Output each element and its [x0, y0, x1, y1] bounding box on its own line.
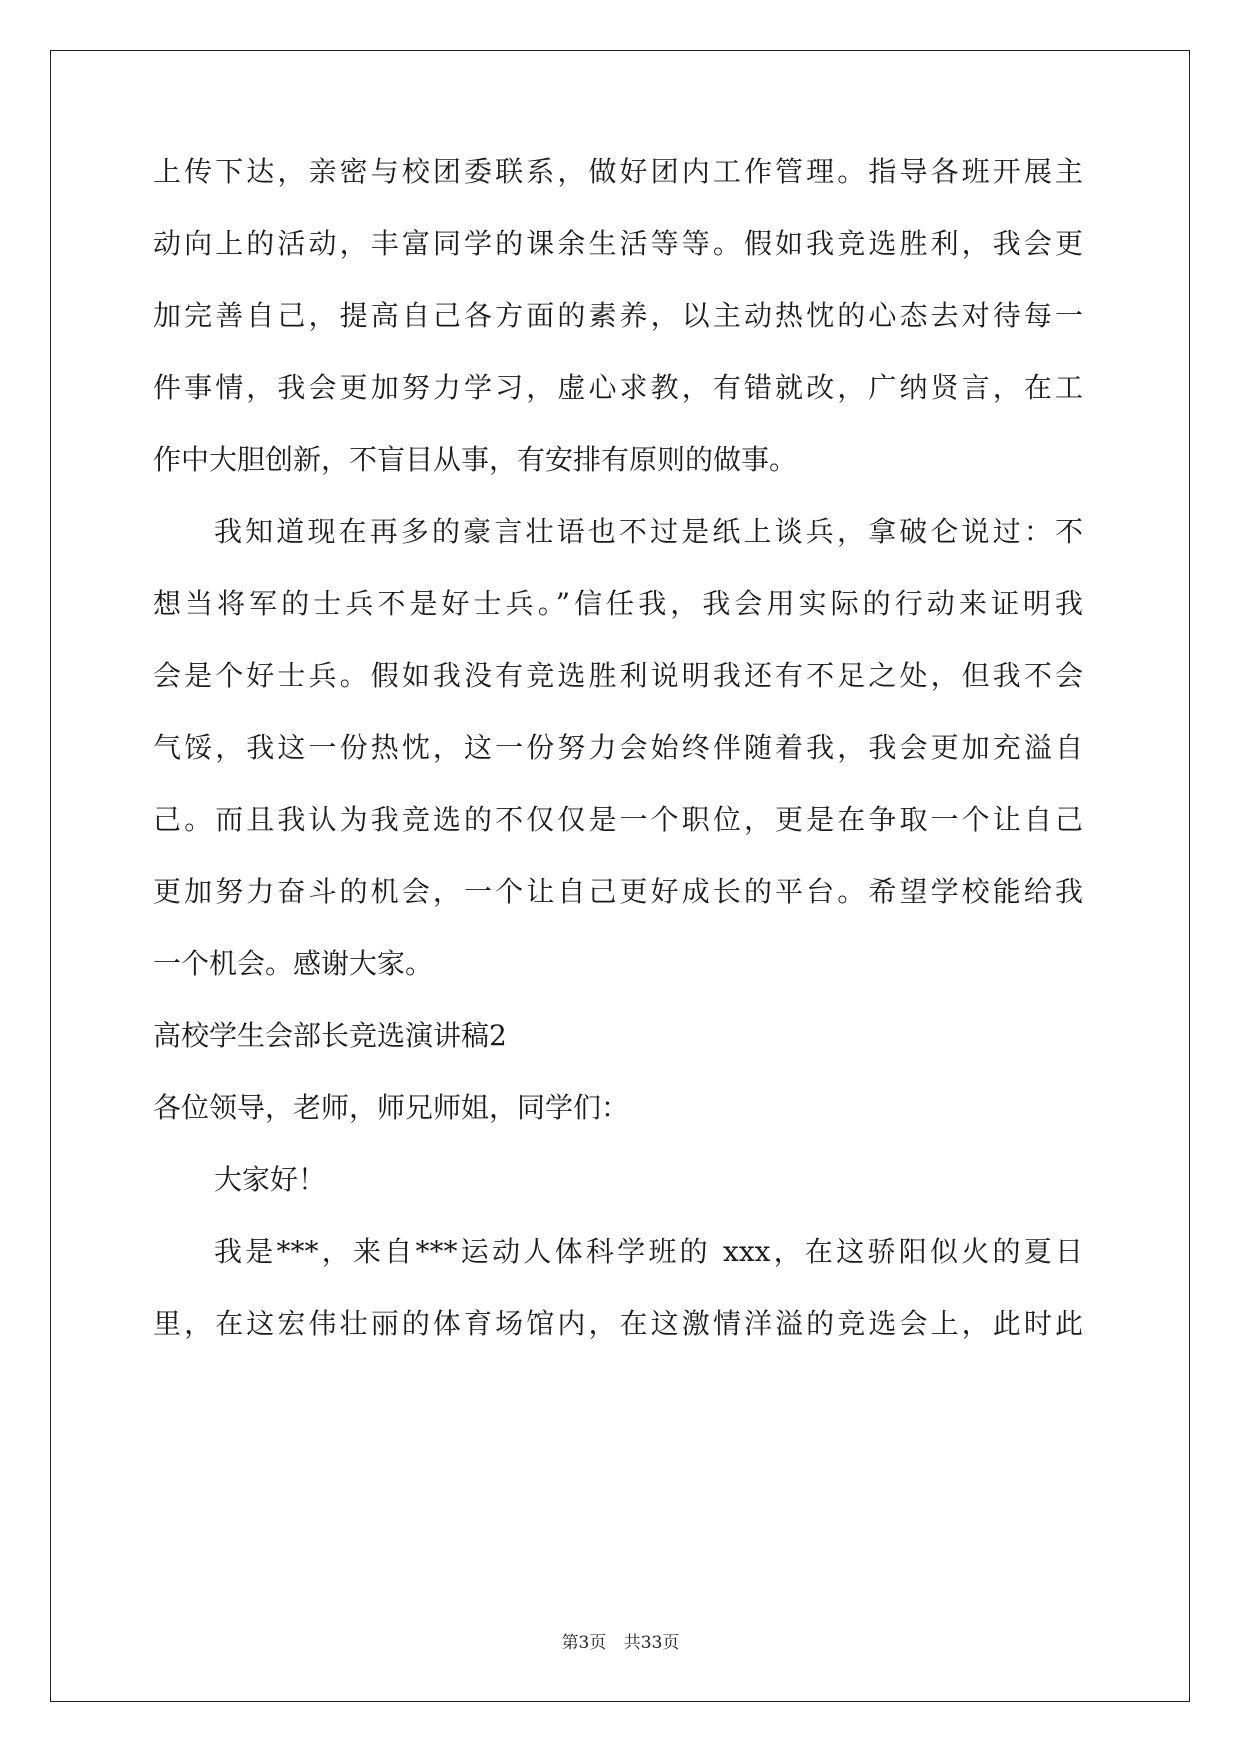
text-line: 里，在这宏伟壮丽的体育场馆内，在这激情洋溢的竞选会上，此时此 [153, 1307, 1083, 1340]
text-line: 己。而且我认为我竞选的不仅仅是一个职位，更是在争取一个让自己 [153, 803, 1083, 836]
greeting: 大家好！ [214, 1163, 327, 1196]
text-line: 会是个好士兵。假如我没有竞选胜利说明我还有不足之处，但我不会 [153, 659, 1083, 692]
text-line: 件事情，我会更加努力学习，虚心求教，有错就改，广纳贤言，在工 [153, 371, 1083, 404]
text-line: 气馁，我这一份热忱，这一份努力会始终伴随着我，我会更加充溢自 [153, 731, 1083, 764]
page-number: 第3页 [561, 1633, 607, 1653]
page-total: 共33页 [623, 1633, 680, 1653]
salutation: 各位领导，老师，师兄师姐，同学们： [153, 1091, 630, 1124]
text-line: 更加努力奋斗的机会，一个让自己更好成长的平台。希望学校能给我 [153, 875, 1083, 908]
text-line: 我是***，来自***运动人体科学班的 xxx，在这骄阳似火的夏日 [214, 1235, 1083, 1268]
text-line: 上传下达，亲密与校团委联系，做好团内工作管理。指导各班开展主 [153, 155, 1083, 188]
text-line: 加完善自己，提高自己各方面的素养，以主动热忱的心态去对待每一 [153, 299, 1083, 332]
text-line: 作中大胆创新，不盲目从事，有安排有原则的做事。 [153, 443, 798, 476]
text-line: 动向上的活动，丰富同学的课余生活等等。假如我竞选胜利，我会更 [153, 227, 1083, 260]
page-footer [0, 1628, 1241, 1653]
section-heading: 高校学生会部长竞选演讲稿2 [153, 1019, 507, 1052]
text-line: 想当将军的士兵不是好士兵。”信任我，我会用实际的行动来证明我 [153, 587, 1083, 620]
text-line: 我知道现在再多的豪言壮语也不过是纸上谈兵，拿破仑说过：不 [214, 515, 1083, 548]
text-line: 一个机会。感谢大家。 [153, 947, 434, 980]
